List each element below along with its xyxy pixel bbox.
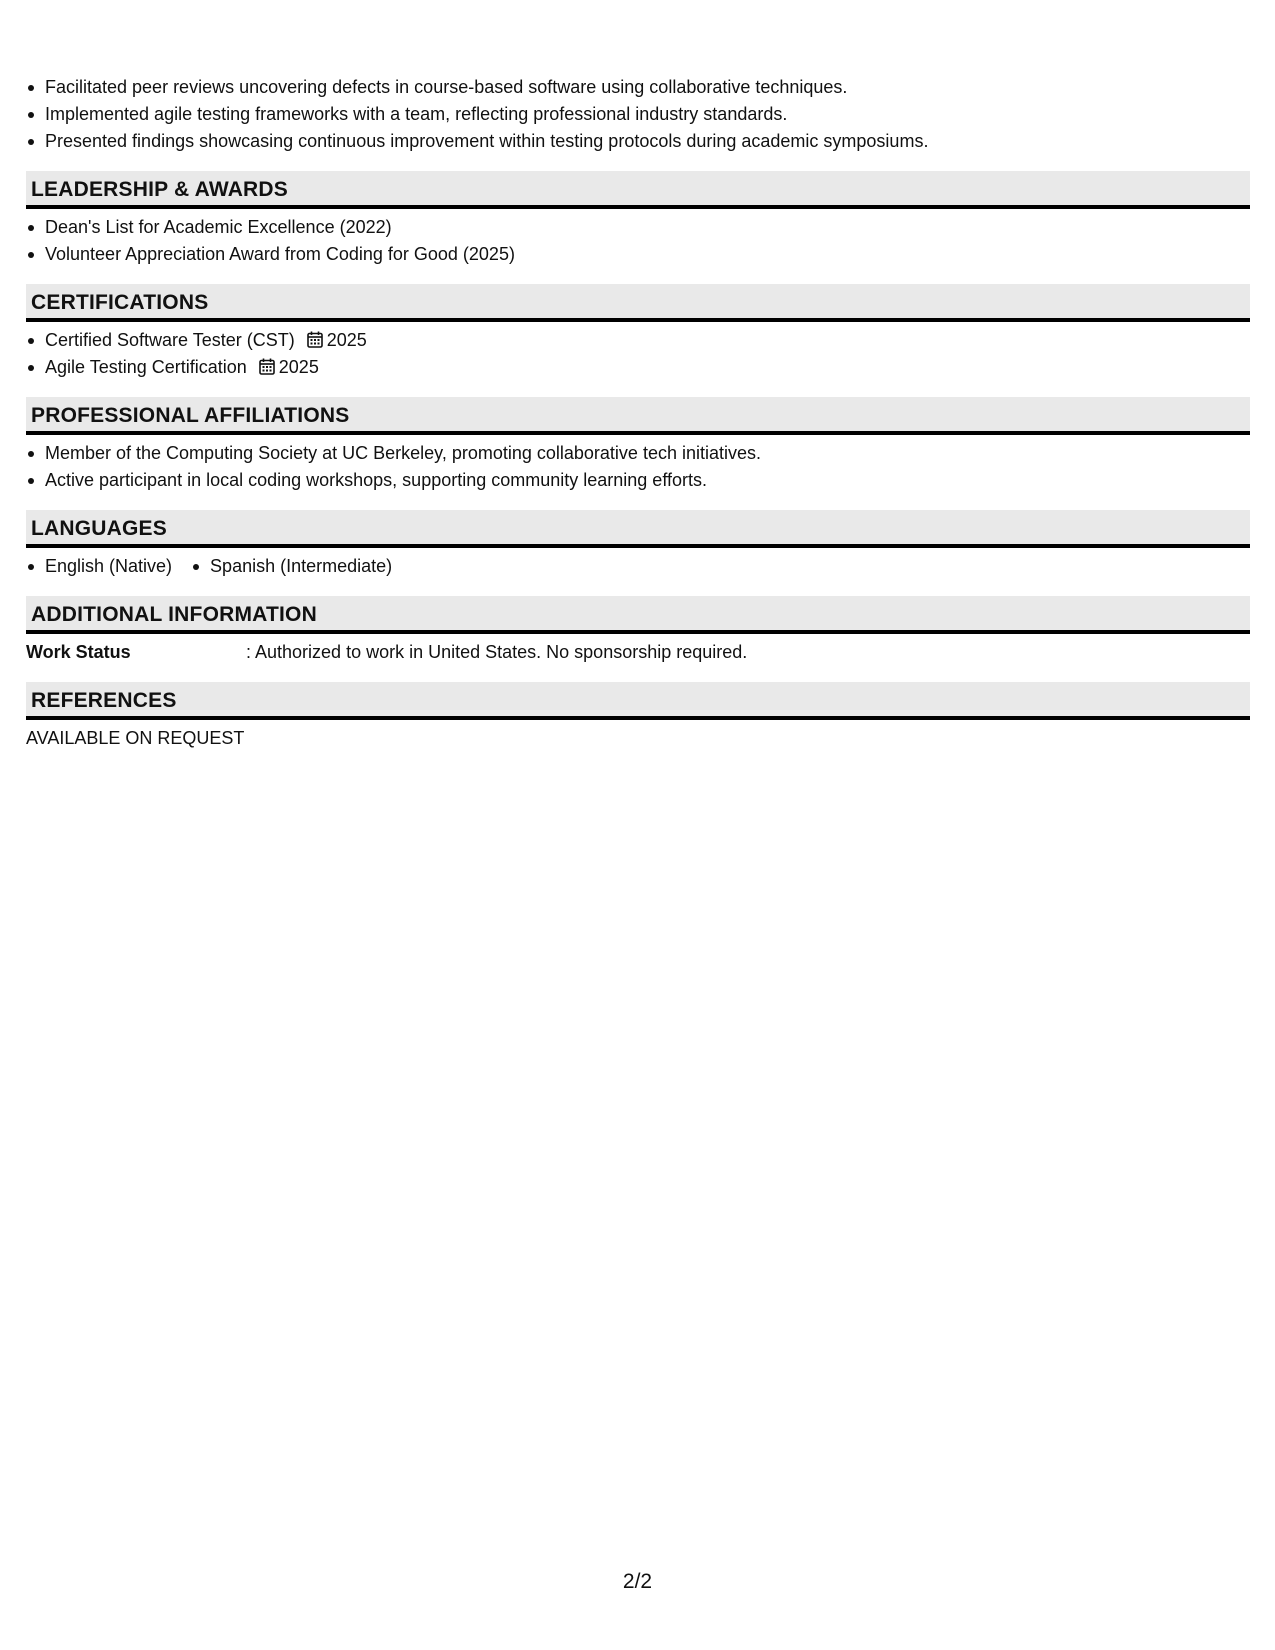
leadership-list (26, 214, 1250, 268)
work-status-label: Work Status (26, 642, 131, 662)
work-status-row (26, 639, 1250, 666)
certification-year: 2025 (278, 357, 319, 377)
languages-list (26, 553, 1250, 580)
certification-name: Agile Testing Certification (45, 357, 247, 377)
affiliations-list (26, 440, 1250, 494)
affiliations-section (26, 397, 1250, 494)
additional-info-section (26, 596, 1250, 666)
certification-item (45, 354, 1250, 381)
experience-bullet-list (26, 74, 1250, 155)
languages-section (26, 510, 1250, 580)
language-item: English (Native) (45, 553, 172, 580)
leadership-item: Dean's List for Academic Excellence (2022) (45, 214, 1250, 241)
leadership-section (26, 171, 1250, 268)
references-text: AVAILABLE ON REQUEST (26, 728, 245, 748)
experience-bullet: Implemented agile testing frameworks with a team, reflecting professional industry standards. (45, 101, 1250, 128)
experience-bullet: Presented findings showcasing continuous improvement within testing protocols during academic symposiums. (45, 128, 1250, 155)
resume-page (26, 0, 1250, 752)
certifications-list (26, 327, 1250, 381)
additional-info-heading: ADDITIONAL INFORMATION (26, 596, 1250, 634)
affiliation-item: Member of the Computing Society at UC Berkeley, promoting collaborative tech initiatives. (45, 440, 1250, 467)
references-heading: REFERENCES (26, 682, 1250, 720)
certifications-section (26, 284, 1250, 381)
work-status-value: : Authorized to work in United States. No sponsorship required. (246, 642, 748, 662)
references-section (26, 682, 1250, 752)
leadership-heading: LEADERSHIP & AWARDS (26, 171, 1250, 209)
language-item: Spanish (Intermediate) (210, 553, 392, 580)
certification-item (45, 327, 1250, 354)
affiliations-heading: PROFESSIONAL AFFILIATIONS (26, 397, 1250, 435)
calendar-icon (307, 331, 323, 348)
certification-year: 2025 (326, 330, 367, 350)
experience-continuation (26, 0, 1250, 155)
certifications-heading: CERTIFICATIONS (26, 284, 1250, 322)
experience-bullet: Facilitated peer reviews uncovering defects in course-based software using collaborative techniques. (45, 74, 1250, 101)
certification-name: Certified Software Tester (CST) (45, 330, 295, 350)
page-number: 2/2 (622, 1570, 653, 1593)
affiliation-item: Active participant in local coding workshops, supporting community learning efforts. (45, 467, 1250, 494)
calendar-icon (259, 358, 275, 375)
leadership-item: Volunteer Appreciation Award from Coding for Good (2025) (45, 241, 1250, 268)
languages-heading: LANGUAGES (26, 510, 1250, 548)
